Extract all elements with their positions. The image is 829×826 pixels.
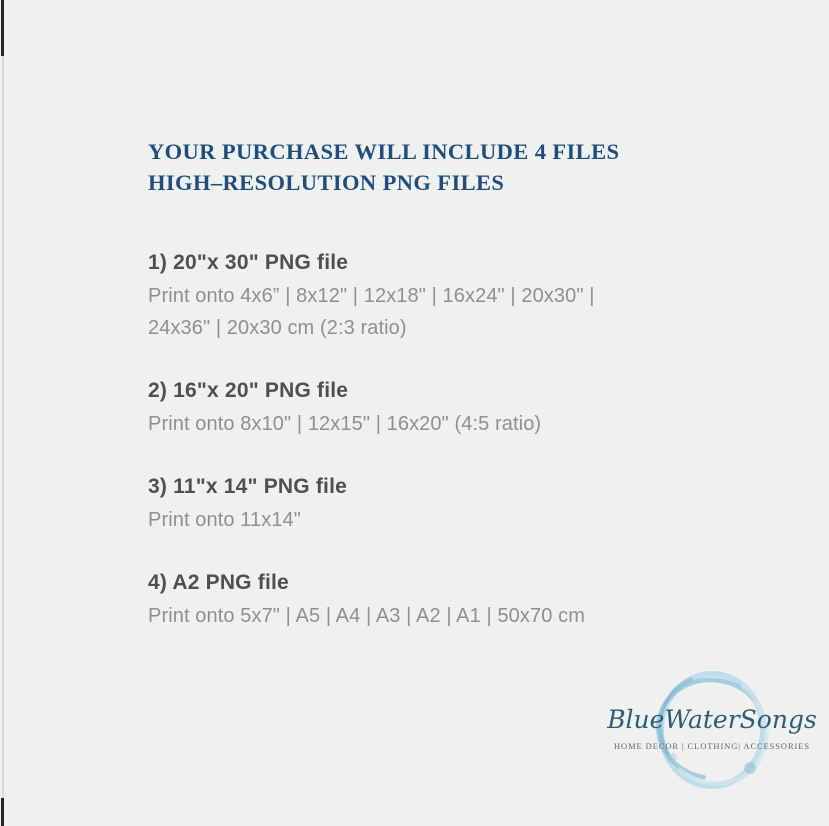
left-edge-dark-bottom	[1, 798, 4, 826]
heading-line-2: HIGH–RESOLUTION PNG FILES	[148, 170, 505, 195]
page-title	[148, 136, 619, 198]
file-item	[148, 249, 748, 344]
file-title: 2) 16"x 20" PNG file	[148, 379, 349, 402]
file-title: 3) 11"x 14" PNG file	[148, 475, 348, 498]
brand-tagline: HOME DECOR | CLOTHING| ACCESSORIES	[614, 741, 810, 751]
file-item	[148, 473, 748, 536]
file-detail-line: 24x36" | 20x30 cm (2:3 ratio)	[148, 317, 407, 339]
file-item	[148, 377, 748, 440]
brand-logo	[597, 663, 827, 803]
left-edge-dark-top	[1, 0, 4, 56]
brand-name: BlueWaterSongs	[607, 705, 817, 734]
file-item	[148, 569, 748, 632]
file-list	[148, 249, 748, 665]
file-detail-line: Print onto 11x14"	[148, 509, 301, 531]
file-title: 1) 20"x 30" PNG file	[148, 251, 349, 274]
file-detail-line: Print onto 8x10" | 12x15" | 16x20" (4:5 ratio)	[148, 413, 542, 435]
file-title: 4) A2 PNG file	[148, 571, 289, 594]
file-detail-line: Print onto 4x6” | 8x12" | 12x18" | 16x24" | 20x30" |	[148, 285, 595, 307]
heading-line-1: YOUR PURCHASE WILL INCLUDE 4 FILES	[148, 139, 620, 164]
left-edge-sliver	[2, 0, 4, 826]
file-detail-line: Print onto 5x7" | A5 | A4 | A3 | A2 | A1 | 50x70 cm	[148, 605, 585, 627]
